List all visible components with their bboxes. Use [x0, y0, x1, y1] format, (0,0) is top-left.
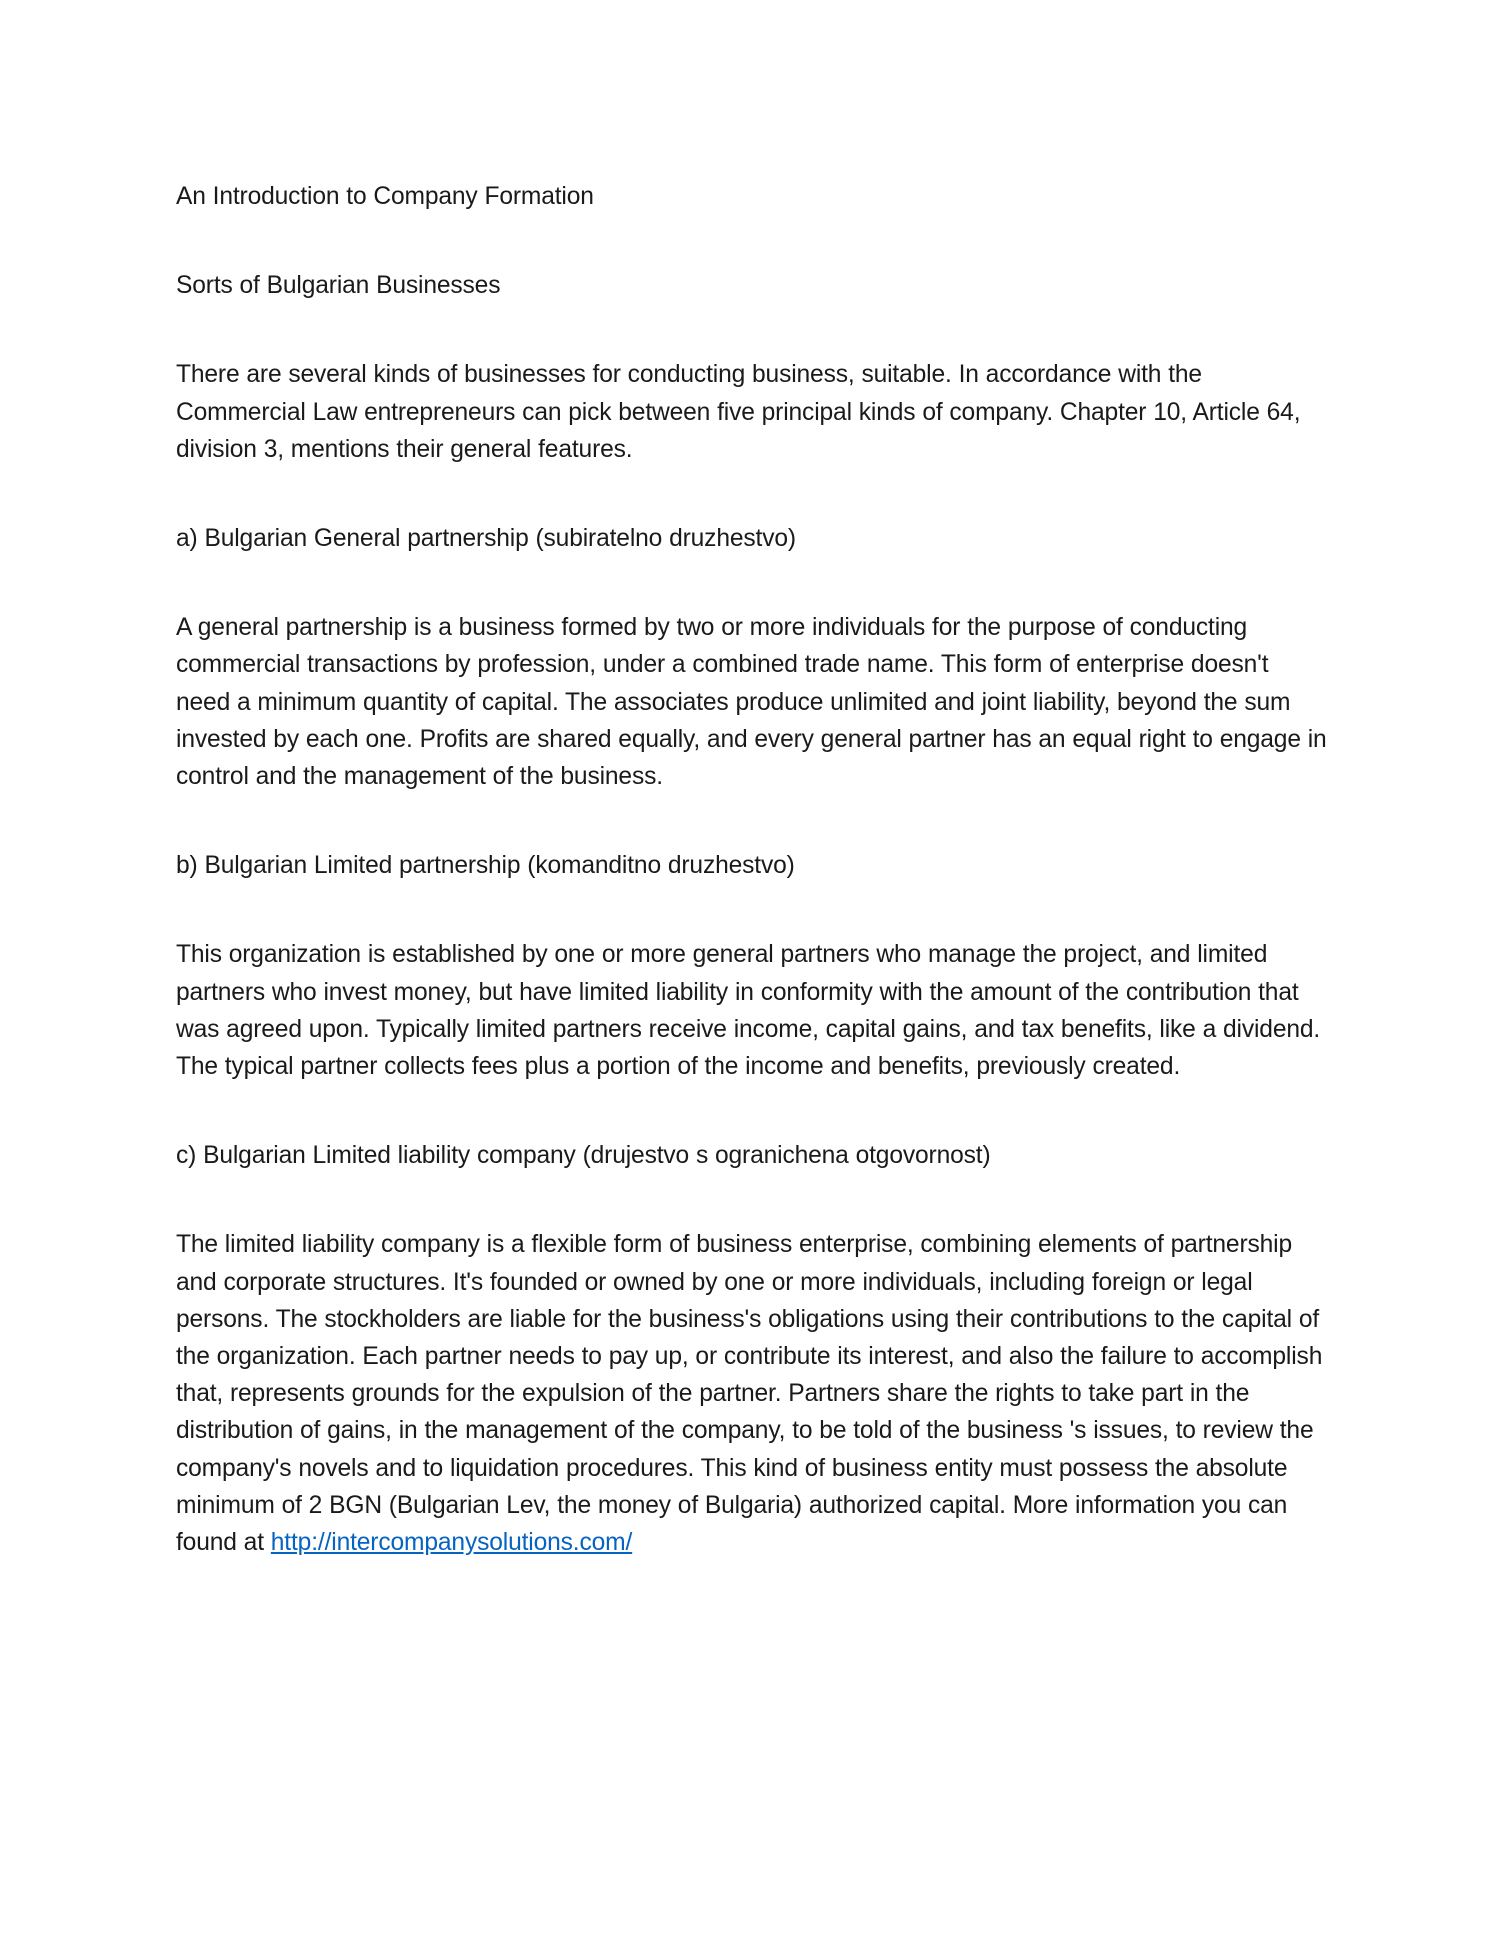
intro-paragraph: There are several kinds of businesses for conducting business, suitable. In accordance with the Commercial Law entrepreneurs can pick between five principal kinds of company. Chapter 10, Article 64, division 3, mentions their general features.	[176, 361, 1301, 463]
intercompanysolutions-hyperlink[interactable]: http://intercompanysolutions.com/	[270, 1529, 633, 1557]
subheading-general-partnership: a) Bulgarian General partnership (subiratelno druzhestvo)	[176, 525, 796, 553]
paragraph-general-partnership: A general partnership is a business formed by two or more individuals for the purpose of conducting commercial transactions by profession, under a combined trade name. This form of enterprise doesn't need a minimum quantity of capital. The associates produce unlimited and joint liability, beyond the sum invested by each one. Profits are shared equally, and every general partner has an equal right to engage in control and the management of the business.	[176, 614, 1327, 791]
paragraph-limited-liability-company	[176, 1226, 1328, 1561]
section-heading-business-types: Sorts of Bulgarian Businesses	[176, 272, 501, 300]
subheading-limited-partnership: b) Bulgarian Limited partnership (komanditno druzhestvo)	[176, 852, 795, 880]
paragraph-limited-liability-company-text: The limited liability company is a flexible form of business enterprise, combining elements of partnership and corporate structures. It's founded or owned by one or more individuals, including foreign or legal persons. The stockholders are liable for the business's obligations using their contributions to the capital of the organization. Each partner needs to pay up, or contribute its interest, and also the failure to accomplish that, represents grounds for the expulsion of the partner. Partners share the rights to take part in the distribution of gains, in the management of the company, to be told of the business 's issues, to review the company's novels and to liquidation procedures. This kind of business entity must possess the absolute minimum of 2 BGN (Bulgarian Lev, the money of Bulgaria) authorized capital. More information you can found at	[176, 1231, 1323, 1557]
document-body	[176, 178, 1328, 1561]
document-title: An Introduction to Company Formation	[176, 183, 594, 210]
subheading-limited-liability-company: c) Bulgarian Limited liability company (drujestvo s ogranichena otgovornost)	[176, 1142, 991, 1170]
paragraph-limited-partnership: This organization is established by one or more general partners who manage the project, and limited partners who invest money, but have limited liability in conformity with the amount of the contribution that was agreed upon. Typically limited partners receive income, capital gains, and tax benefits, like a dividend. The typical partner collects fees plus a portion of the income and benefits, previously created.	[176, 941, 1321, 1081]
